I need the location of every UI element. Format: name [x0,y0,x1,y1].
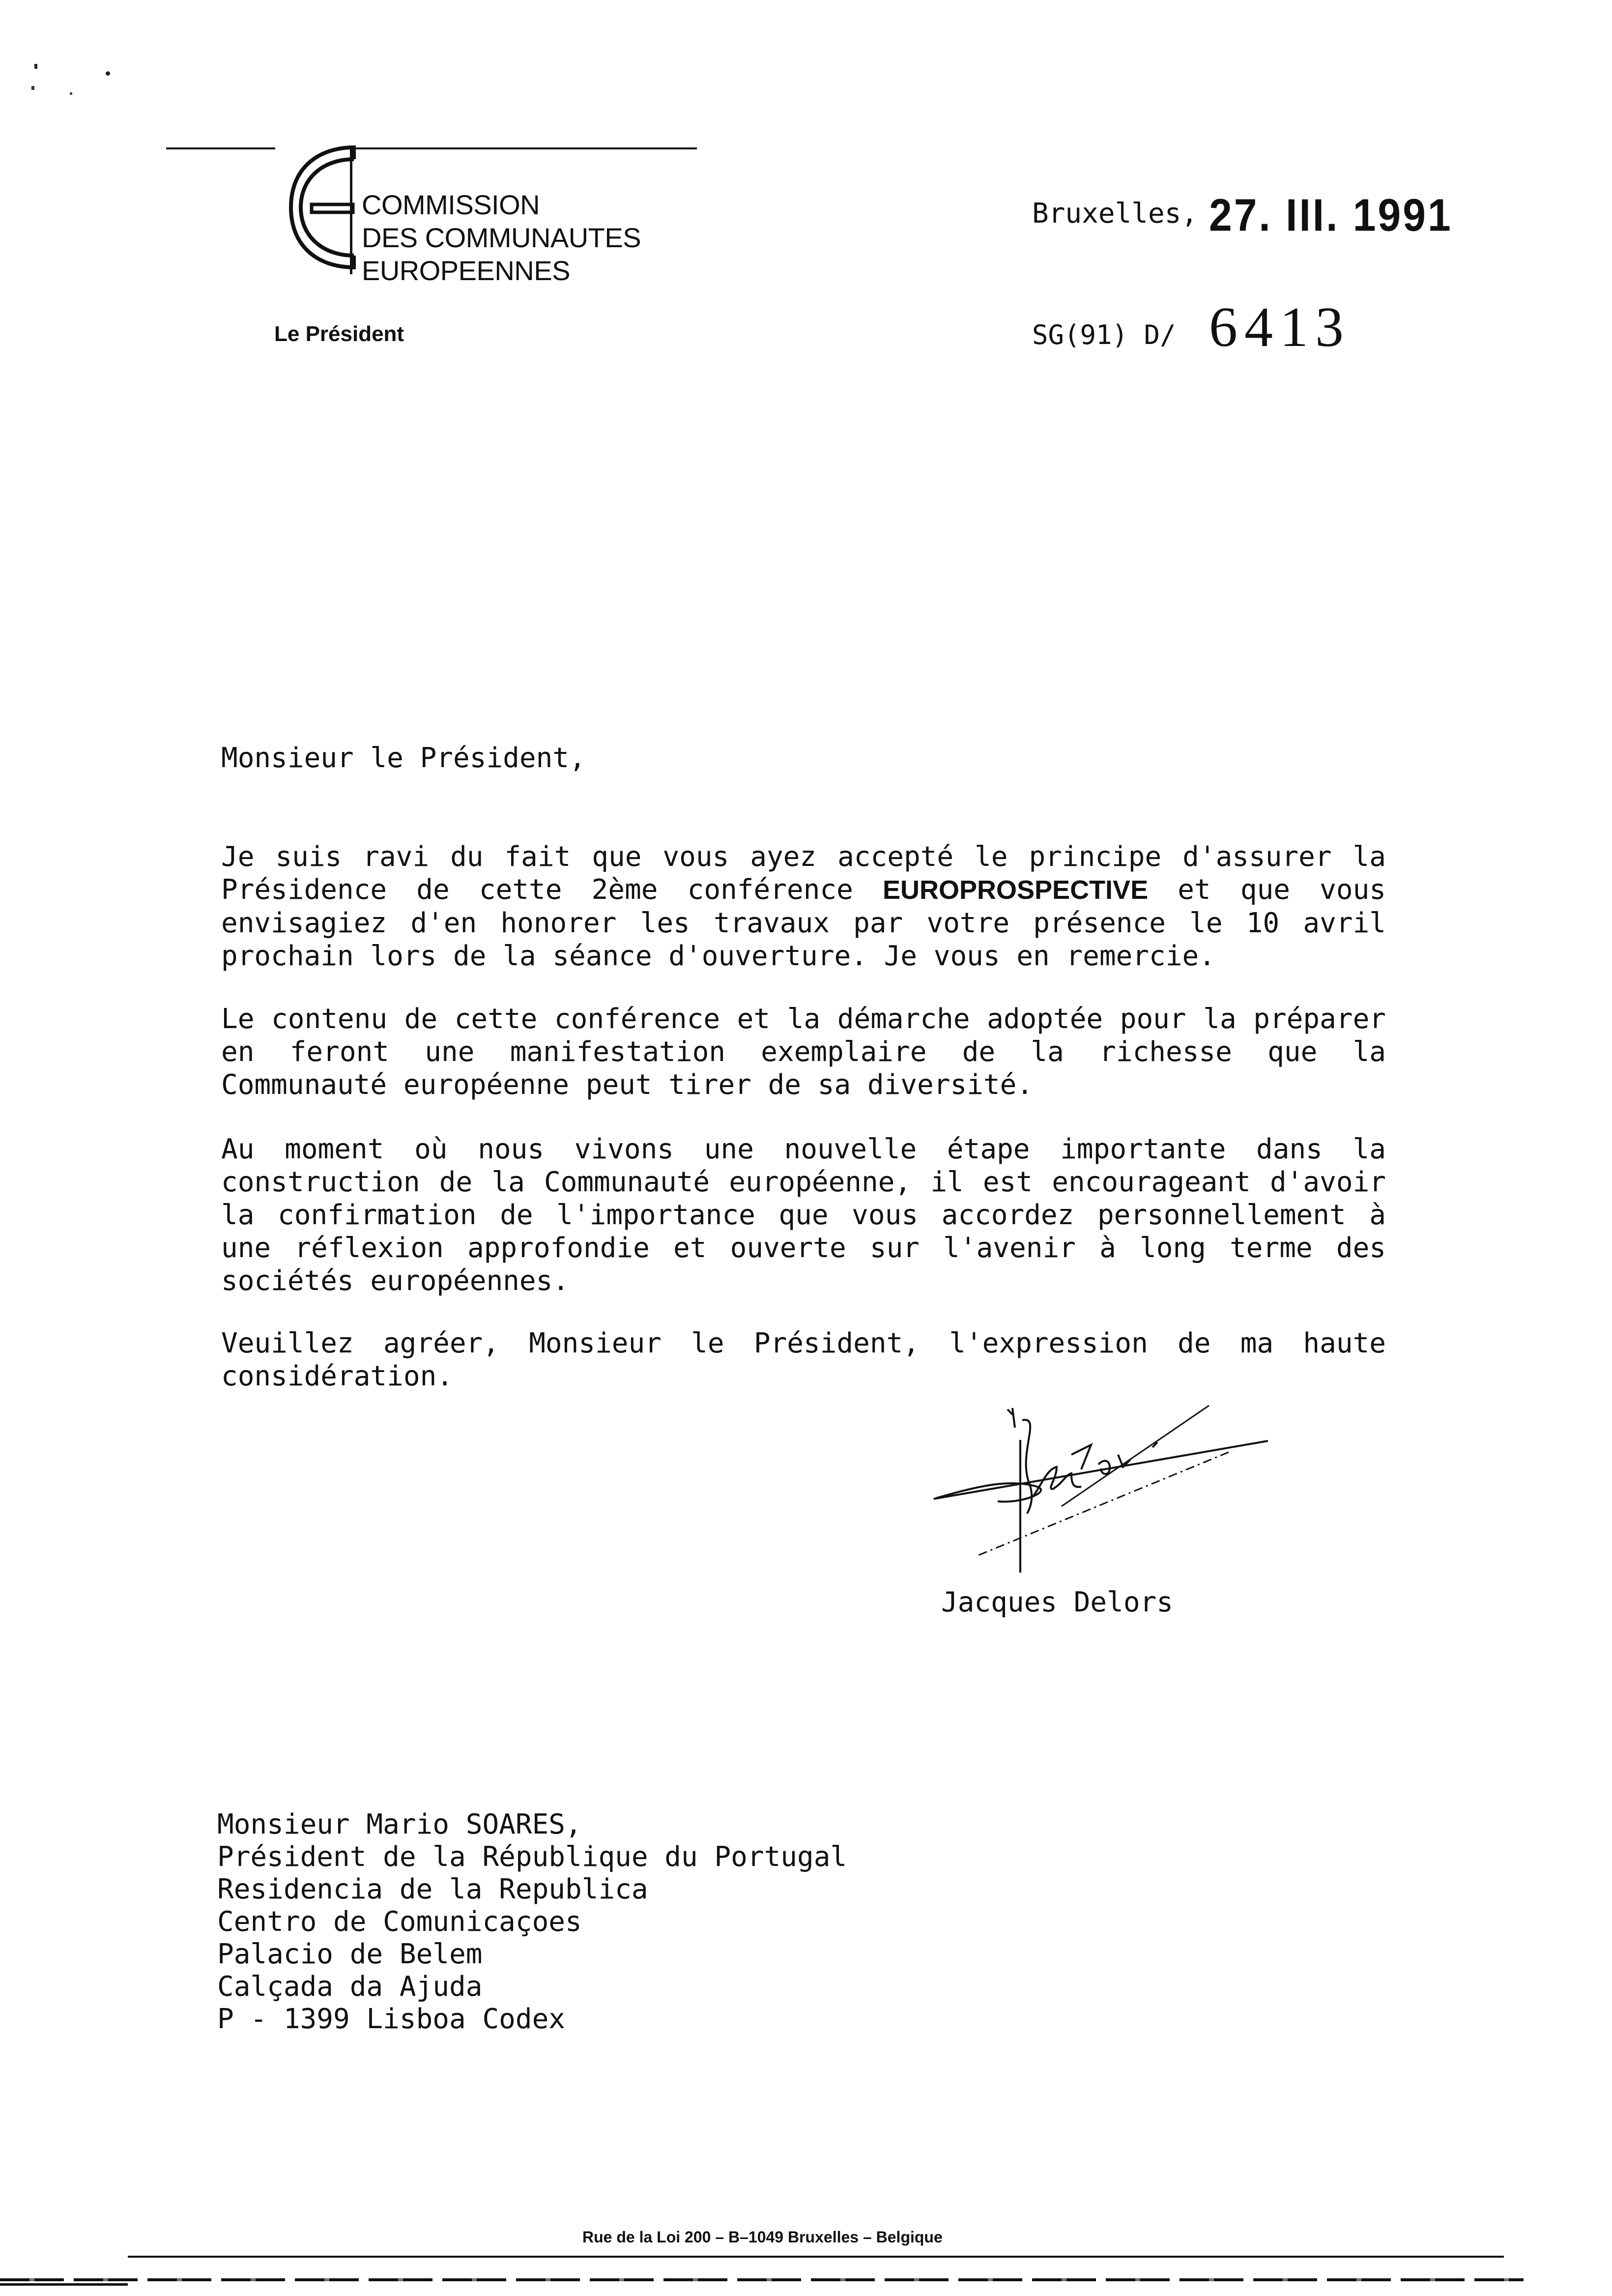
date-stamp: 27. III. 1991 [1209,190,1453,241]
paragraph-4: Veuillez agréer, Monsieur le Président, l'expression de ma haute considération. [221,1327,1386,1392]
scan-speck [34,64,37,69]
reference-label: SG(91) D/ [1032,319,1176,350]
paragraph-1-text-b: et que vous envisagiez d'en honorer les travaux par votre présence le 10 avril prochain lors de la séance d'ouverture. Je vous en remercie. [221,874,1386,972]
handwritten-signature [924,1386,1288,1582]
org-name-line-2: DES COMMUNAUTES [362,222,641,253]
recipient-address [217,1808,847,2036]
footer-scan-band [0,2278,1524,2281]
letterhead-rule-left [166,147,275,149]
address-line: Président de la République du Portugal [217,1841,847,1873]
letterhead-rule-right [356,147,697,149]
address-line: Calçada da Ajuda [217,1971,483,2003]
conference-name: EUROPROSPECTIVE [882,875,1149,905]
paragraph-2: Le contenu de cette conférence et la démarche adoptée pour la préparer en feront une manifestation exemplaire de la richesse que la Communauté européenne peut tirer de sa diversité. [221,1003,1386,1101]
address-line: Palacio de Belem [217,1938,483,1970]
footer-scan-band-edge [0,2283,128,2286]
scan-speck [106,71,110,76]
scan-speck [70,92,72,95]
reference-number: 6413 [1209,296,1351,359]
scan-speck [31,86,34,90]
salutation: Monsieur le Président, [221,742,586,774]
letterhead-vertical-rule [350,147,352,274]
footer-address: Rue de la Loi 200 – B–1049 Bruxelles – Belgique [582,2228,943,2246]
paragraph-1-text-a: Je suis ravi du fait que vous ayez accepté le principe d'assurer la Présidence de cette 2ème conférence [221,841,1386,906]
paragraph-3: Au moment où nous vivons une nouvelle étape importante dans la construction de la Communauté européenne, il est encourageant d'avoir la confirmation de l'importance que vous accordez personnellement à une réflexion approfondie et ouverte sur l'avenir à long terme des sociétés européennes. [221,1133,1386,1297]
president-label: Le Président [274,322,404,346]
org-name-line-3: EUROPEENNES [362,255,570,286]
org-name-line-1: COMMISSION [362,189,540,220]
address-line: P - 1399 Lisboa Codex [217,2003,566,2035]
place-label: Bruxelles, [1032,198,1198,230]
footer-rule [128,2256,1504,2258]
signer-name: Jacques Delors [941,1586,1174,1618]
paragraph-1 [221,840,1386,973]
address-line: Centro de Comunicaçoes [217,1906,582,1938]
address-line: Monsieur Mario SOARES, [217,1808,582,1840]
address-line: Residencia de la Republica [217,1873,648,1905]
